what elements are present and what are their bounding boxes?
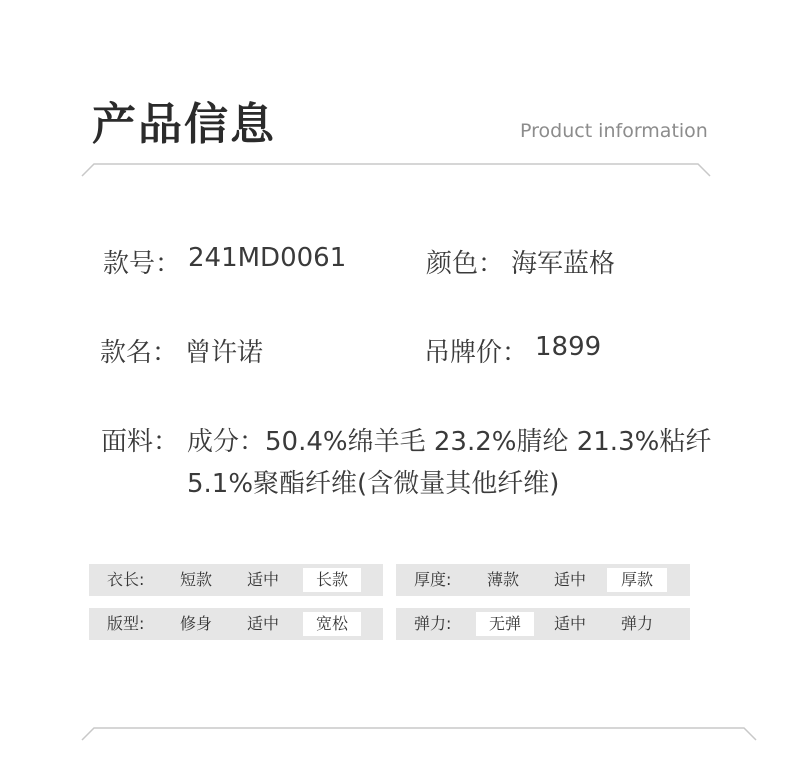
attr-option-fit-regular: 适中: [246, 614, 279, 633]
style-no-label: 款号：: [103, 249, 182, 279]
attr-option-elasticity-stretch: 弹力: [620, 614, 653, 633]
color-label: 颜色：: [426, 249, 505, 279]
attr-option-length-long-selected: 长款: [303, 568, 361, 592]
attr-option-thickness-medium: 适中: [553, 570, 586, 589]
page-subtitle: Product information: [520, 120, 708, 142]
attr-row-length: [89, 564, 383, 596]
attr-option-thickness-thick-selected: 厚款: [607, 568, 667, 592]
style-name-value: 曾许诺: [185, 338, 264, 368]
fabric-line-1: 成分：50.4%绵羊毛 23.2%腈纶 21.3%粘纤: [187, 427, 712, 457]
attr-option-length-medium: 适中: [246, 570, 279, 589]
attr-label-fit: 版型:: [107, 614, 145, 633]
attr-option-fit-loose-selected: 宽松: [303, 612, 361, 636]
attr-label-length: 衣长:: [107, 570, 145, 589]
attr-option-thickness-thin: 薄款: [486, 570, 519, 589]
bottom-divider: [0, 724, 790, 744]
attr-option-elasticity-none-selected: 无弹: [476, 612, 534, 636]
attr-row-thickness: [396, 564, 690, 596]
attr-option-elasticity-medium: 适中: [553, 614, 586, 633]
attr-option-fit-slim: 修身: [179, 614, 212, 633]
fabric-label: 面料：: [101, 427, 180, 457]
price-label: 吊牌价：: [424, 338, 529, 368]
attr-label-thickness: 厚度:: [414, 570, 452, 589]
page-title: 产品信息: [92, 99, 276, 150]
style-no-value: 241MD0061: [188, 243, 347, 273]
attr-label-elasticity: 弹力:: [414, 614, 452, 633]
price-value: 1899: [535, 332, 602, 362]
attr-row-fit: [89, 608, 383, 640]
color-value: 海军蓝格: [511, 249, 616, 279]
style-name-label: 款名：: [100, 338, 179, 368]
fabric-line-2: 5.1%聚酯纤维(含微量其他纤维): [187, 469, 560, 499]
top-divider: [0, 160, 790, 180]
attr-option-length-short: 短款: [179, 570, 212, 589]
attr-row-elasticity: [396, 608, 690, 640]
